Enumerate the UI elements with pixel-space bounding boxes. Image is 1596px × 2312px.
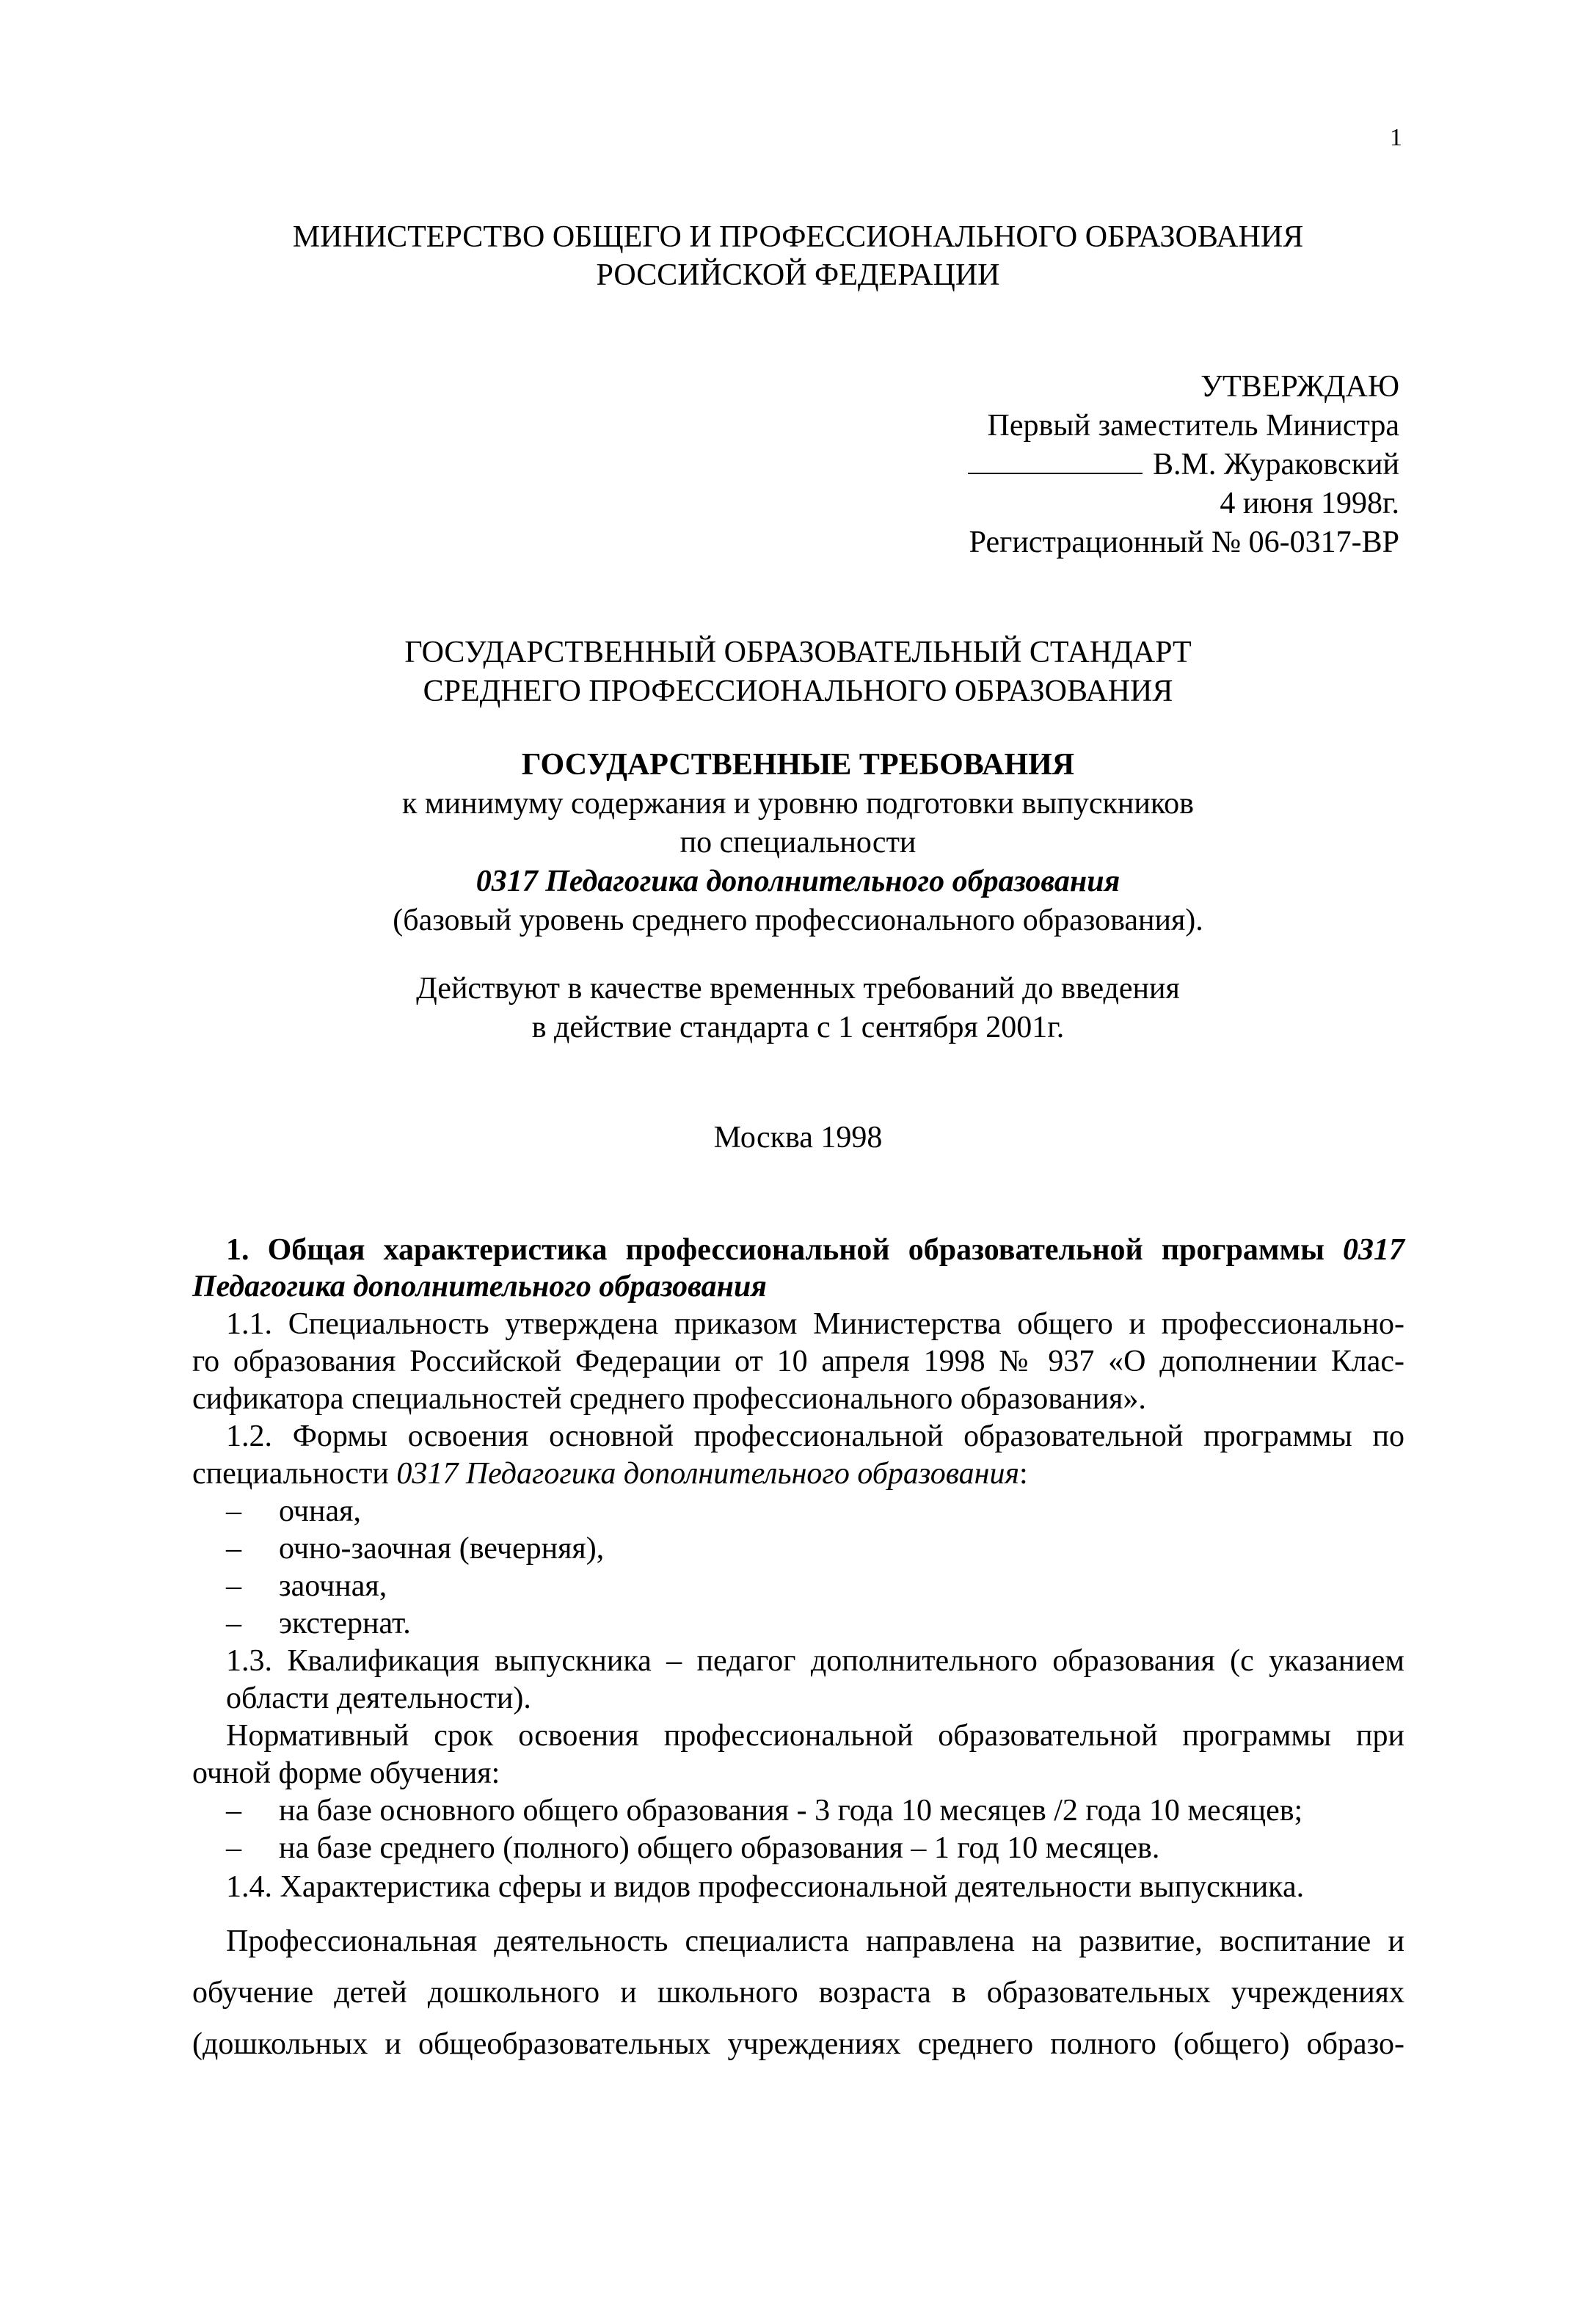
para-1-1-line3: сификатора специальностей среднего профессионального образования». bbox=[192, 1382, 1146, 1416]
education-level: (базовый уровень среднего профессионального образования). bbox=[393, 904, 1203, 937]
section1-heading-code: 0317 bbox=[1343, 1233, 1404, 1267]
para-1-4: 1.4. Характеристика сферы и видов профессиональной деятельности выпускника. bbox=[226, 1870, 1305, 1904]
prof-line3: (дошкольных и общеобразовательных учреждениях среднего полного (общего) образо- bbox=[192, 2027, 1404, 2061]
standard-title-line2: СРЕДНЕГО ПРОФЕССИОНАЛЬНОГО ОБРАЗОВАНИЯ bbox=[423, 675, 1173, 708]
requirements-title: ГОСУДАРСТВЕННЫЕ ТРЕБОВАНИЯ bbox=[521, 748, 1075, 782]
form-item bbox=[226, 1491, 361, 1531]
signature-blank bbox=[968, 445, 1143, 474]
term-item bbox=[226, 1828, 1159, 1868]
approval-date: 4 июня 1998г. bbox=[1220, 487, 1399, 520]
form-item-text: заочная, bbox=[279, 1569, 387, 1603]
para-1-2-prefix: специальности bbox=[192, 1457, 397, 1491]
para-1-1-line2: го образования Российской Федерации от 10 апреля 1998 № 937 «О дополнении Клас- bbox=[192, 1345, 1404, 1378]
approver-position: Первый заместитель Министра bbox=[987, 409, 1399, 443]
dash-marker: – bbox=[226, 1794, 241, 1828]
page-number: 1 bbox=[1390, 124, 1402, 151]
section1-heading-line1 bbox=[226, 1230, 1404, 1270]
para-1-3-line1: 1.3. Квалификация выпускника – педагог дополнительного образования (с указанием bbox=[226, 1644, 1404, 1678]
validity-line1: Действуют в качестве временных требований до введения bbox=[416, 972, 1180, 1006]
requirements-line1: к минимуму содержания и уровню подготовки выпускников bbox=[402, 787, 1194, 821]
dash-marker: – bbox=[226, 1532, 241, 1566]
standard-title-line1: ГОСУДАРСТВЕННЫЙ ОБРАЗОВАТЕЛЬНЫЙ СТАНДАРТ bbox=[404, 636, 1192, 669]
approver-signature-line bbox=[968, 445, 1399, 484]
dash-marker: – bbox=[226, 1569, 241, 1603]
form-item-text: очно-заочная (вечерняя), bbox=[279, 1532, 605, 1566]
term-item bbox=[226, 1791, 1302, 1831]
requirements-line2: по специальности bbox=[679, 826, 917, 859]
form-item-text: очная, bbox=[279, 1494, 361, 1528]
para-1-2-suffix: : bbox=[1019, 1457, 1028, 1491]
dash-marker: – bbox=[226, 1494, 241, 1528]
approver-name: В.М. Жураковский bbox=[1153, 448, 1399, 481]
para-1-2-line2 bbox=[192, 1454, 1028, 1494]
para-1-2-specialty: 0317 Педагогика дополнительного образования bbox=[396, 1457, 1020, 1491]
form-item bbox=[226, 1566, 387, 1606]
term-line1: Нормативный срок освоения профессиональной образовательной программы при bbox=[226, 1719, 1404, 1753]
approval-label: УТВЕРЖДАЮ bbox=[1200, 370, 1399, 404]
city-year: Москва 1998 bbox=[713, 1121, 883, 1155]
ministry-title-line2: РОССИЙСКОЙ ФЕДЕРАЦИИ bbox=[596, 258, 1000, 292]
prof-line1: Профессиональная деятельность специалиста направлена на развитие, воспитание и bbox=[226, 1924, 1404, 1958]
section1-heading-line2: Педагогика дополнительного образования bbox=[192, 1270, 767, 1304]
ministry-title-line1: МИНИСТЕРСТВО ОБЩЕГО И ПРОФЕССИОНАЛЬНОГО ОБРАЗОВАНИЯ bbox=[292, 220, 1304, 254]
term-item-text: на базе основного общего образования - 3 года 10 месяцев /2 года 10 месяцев; bbox=[279, 1794, 1303, 1828]
registration-number: Регистрационный № 06-0317-ВР bbox=[969, 526, 1399, 559]
term-line2: очной форме обучения: bbox=[192, 1756, 500, 1790]
form-item bbox=[226, 1529, 604, 1568]
validity-line2: в действие стандарта с 1 сентября 2001г. bbox=[531, 1011, 1065, 1044]
form-item bbox=[226, 1604, 411, 1643]
para-1-3-line2: области деятельности). bbox=[226, 1682, 531, 1715]
section1-heading-text: 1. Общая характеристика профессиональной образовательной программы bbox=[226, 1233, 1343, 1267]
para-1-2-line1: 1.2. Формы освоения основной профессиональной образовательной программы по bbox=[226, 1419, 1404, 1453]
form-item-text: экстернат. bbox=[279, 1607, 411, 1640]
dash-marker: – bbox=[226, 1607, 241, 1640]
specialty-title: 0317 Педагогика дополнительного образования bbox=[475, 865, 1121, 898]
term-item-text: на базе среднего (полного) общего образования – 1 год 10 месяцев. bbox=[279, 1831, 1160, 1865]
para-1-1-line1: 1.1. Специальность утверждена приказом Министерства общего и профессионально- bbox=[226, 1307, 1404, 1341]
dash-marker: – bbox=[226, 1831, 241, 1865]
prof-line2: обучение детей дошкольного и школьного возраста в образовательных учреждениях bbox=[192, 1976, 1404, 2010]
